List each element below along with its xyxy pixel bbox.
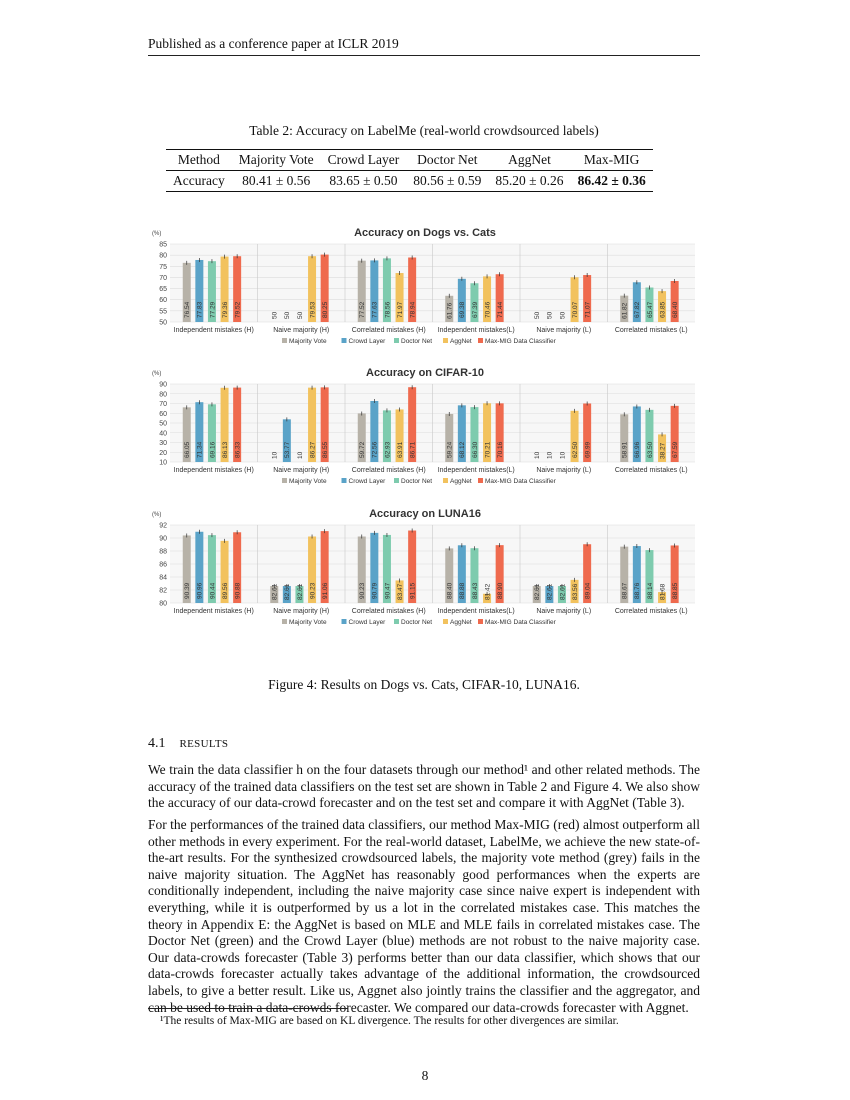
x-tick-label: Correlated mistakes (L): [614, 327, 688, 334]
y-tick-label: 90: [159, 535, 167, 543]
bar-value-label: 70.07: [571, 301, 579, 318]
y-tick-label: 50: [159, 319, 167, 327]
bar-value-label: 69.99: [584, 441, 592, 458]
legend-label: Doctor Net: [401, 478, 433, 485]
bar-value-label: 50: [271, 311, 279, 319]
bar-value-label: 50: [546, 311, 554, 319]
table-header: AggNet: [488, 150, 570, 171]
x-tick-label: Independent mistakes(L): [437, 467, 515, 474]
bar-value-label: 89.04: [584, 582, 592, 599]
bar-value-label: 70.46: [484, 301, 492, 318]
bar-value-label: 50: [284, 311, 292, 319]
legend-swatch: [342, 619, 347, 624]
bar-value-label: 90.23: [359, 582, 367, 599]
legend-label: Max-MIG Data Classifier: [485, 478, 556, 485]
x-tick-label: Independent mistakes(L): [437, 608, 515, 615]
table-header: Majority Vote: [232, 150, 321, 171]
bar-value-label: 82.61: [296, 583, 304, 600]
y-tick-label: 84: [159, 574, 167, 582]
bar-value-label: 69.38: [459, 301, 467, 318]
bar-value-label: 68.12: [459, 441, 467, 458]
x-tick-label: Naive majority (H): [273, 327, 330, 334]
legend-swatch: [394, 478, 399, 483]
x-tick-label: Naive majority (H): [273, 608, 330, 615]
x-tick-label: Independent mistakes (H): [173, 467, 254, 474]
bar-value-label: 88.40: [446, 582, 454, 599]
x-tick-label: Correlated mistakes (H): [351, 327, 426, 334]
bar-value-label: 88.67: [621, 582, 629, 599]
bar-value-label: 67.39: [471, 301, 479, 318]
y-tick-label: 88: [159, 548, 167, 556]
bar-value-label: 80.25: [321, 301, 329, 318]
legend-label: Doctor Net: [401, 619, 433, 626]
bar-value-label: 78.56: [384, 301, 392, 318]
bar-value-label: 71.44: [496, 301, 504, 318]
legend-swatch: [478, 338, 483, 343]
bar-value-label: 10: [534, 451, 542, 459]
y-tick-label: 70: [159, 401, 167, 408]
bar-value-label: 86.27: [309, 441, 317, 458]
bar-value-label: 82.61: [534, 583, 542, 600]
bar-value-label: 90.23: [309, 582, 317, 599]
bar-value-label: 89.56: [221, 582, 229, 599]
bar-value-label: 38.27: [659, 442, 667, 459]
bar-value-label: 71.97: [396, 301, 404, 318]
bar-value-label: 66.30: [471, 441, 479, 458]
bar-value-label: 77.52: [359, 301, 367, 318]
bar-value-label: 67.82: [634, 301, 642, 318]
table-header: Crowd Layer: [321, 150, 407, 171]
chart-title: Accuracy on LUNA16: [369, 508, 481, 520]
section-number: 4.1: [148, 736, 166, 751]
bar-value-label: 50: [296, 311, 304, 319]
legend-swatch: [478, 478, 483, 483]
x-tick-label: Naive majority (L): [536, 608, 592, 615]
legend-label: Crowd Layer: [348, 619, 386, 626]
bar-value-label: 90.39: [184, 582, 192, 599]
figure-caption: Figure 4: Results on Dogs vs. Cats, CIFAR-10, LUNA16.: [268, 677, 580, 692]
x-tick-label: Correlated mistakes (L): [614, 608, 688, 615]
legend-label: Max-MIG Data Classifier: [485, 619, 556, 626]
y-tick-label: 40: [159, 430, 167, 438]
legend-label: AggNet: [450, 478, 472, 485]
bar-value-label: 62.50: [571, 441, 579, 458]
bar-value-label: 66.05: [184, 441, 192, 458]
x-tick-label: Correlated mistakes (L): [614, 467, 688, 474]
bar-value-label: 50: [534, 311, 542, 319]
bar-value-label: 77.83: [196, 301, 204, 318]
table-cell: 80.56 ± 0.59: [413, 173, 482, 188]
bar-value-label: 81.68: [659, 583, 667, 600]
legend-label: AggNet: [450, 338, 472, 345]
bar-value-label: 59.24: [446, 441, 454, 458]
x-tick-label: Naive majority (L): [536, 327, 592, 334]
legend-label: Majority Vote: [289, 478, 327, 485]
x-tick-label: Independent mistakes(L): [437, 327, 515, 334]
bar-value-label: 82.61: [271, 583, 279, 600]
bar-value-label: 90.96: [196, 582, 204, 599]
bar-value-label: 88.14: [646, 582, 654, 599]
y-tick-label: 30: [159, 440, 167, 447]
bar-value-label: 88.76: [634, 582, 642, 599]
bar-value-label: 72.56: [371, 441, 379, 458]
bar-value-label: 77.29: [209, 301, 217, 318]
bar-value-label: 50: [559, 311, 567, 319]
y-tick-label: 92: [159, 522, 167, 530]
bar-value-label: 90.88: [234, 582, 242, 599]
bar-value-label: 90.47: [384, 582, 392, 599]
table-cell: 85.20 ± 0.26: [495, 173, 564, 188]
y-axis-unit: (%): [152, 231, 162, 237]
results-table: [166, 149, 653, 192]
bar-value-label: 88.85: [671, 582, 679, 599]
bar-value-label: 90.44: [209, 582, 217, 599]
x-tick-label: Independent mistakes (H): [173, 327, 254, 334]
bar-value-label: 86.71: [409, 441, 417, 458]
paragraph: For the performances of the trained data classifiers, our method Max-MIG (red) almost outperform all other methods in every experiment. For the real-world dataset, LabelMe, we achieve the new state-of-the-art results. For the synthesized crowdsourced labels, the majority vote method (grey) fails in the naive majority situation. The AggNet has reasonably good performances when the experts are conditionally independent, including the naive majority case since naive expert is independent with everything, while it is outperformed by us a lot in the correlated mistakes case. This matches the theory in Appendix E: the AggNet is based on MLE and MLE fails in correlated mistakes case. The Doctor Net (green) and the Crowd Layer (blue) methods are not robust to the naive majority case. Our data-crowds forecaster (Table 3) performs better than our data classifier, which shows that our data-crowds forecaster actually takes advantage of the additional information, the crowdsourced labels, to give a better result. Like us, Aggnet also jointly trains the classifier and the aggregator, and can be used to train a data-crowds forecaster. We compared our data-crowds forecaster with Aggnet.: [148, 817, 700, 1015]
bar-value-label: 83.56: [571, 583, 579, 600]
table-caption: Table 2: Accuracy on LabelMe (real-world crowdsourced labels): [249, 123, 599, 138]
table-header: Max-MIG: [571, 150, 653, 171]
bar-value-label: 58.91: [621, 441, 629, 458]
bar-value-label: 76.54: [184, 301, 192, 318]
legend-label: Majority Vote: [289, 338, 327, 345]
x-tick-label: Naive majority (L): [536, 467, 592, 474]
bar-value-label: 67.59: [671, 441, 679, 458]
bar-value-label: 68.40: [671, 301, 679, 318]
legend-label: Majority Vote: [289, 619, 327, 626]
legend-swatch: [282, 478, 287, 483]
bar-value-label: 79.52: [234, 301, 242, 318]
bar-value-label: 10: [559, 451, 567, 459]
y-tick-label: 55: [159, 308, 167, 316]
y-tick-label: 82: [159, 587, 167, 595]
legend-swatch: [282, 619, 287, 624]
y-tick-label: 20: [159, 449, 167, 457]
y-tick-label: 60: [159, 410, 167, 418]
y-tick-label: 70: [159, 274, 167, 282]
bar-value-label: 82.61: [546, 583, 554, 600]
bar-value-label: 88.43: [471, 582, 479, 599]
chart-dogs-vs-cats: [150, 224, 700, 356]
y-tick-label: 90: [159, 381, 167, 389]
y-tick-label: 75: [159, 263, 167, 271]
bar-value-label: 65.47: [646, 301, 654, 318]
y-tick-label: 10: [159, 459, 167, 467]
bar-value-label: 86.13: [221, 441, 229, 458]
chart-title: Accuracy on Dogs vs. Cats: [354, 227, 496, 239]
bar-value-label: 86.33: [234, 441, 242, 458]
x-tick-label: Naive majority (H): [273, 467, 330, 474]
table-header: Method: [166, 150, 232, 171]
x-tick-label: Correlated mistakes (H): [351, 467, 426, 474]
legend-swatch: [443, 338, 448, 343]
chart-cifar10: [150, 364, 700, 496]
bar-value-label: 88.88: [459, 582, 467, 599]
bar-value-label: 77.63: [371, 301, 379, 318]
bar-value-label: 10: [296, 451, 304, 459]
bar-value-label: 63.50: [646, 441, 654, 458]
paragraph: We train the data classifier h on the four datasets through our method¹ and other related methods. The accuracy of the trained data classifiers on the test set are shown in Table 2 and Figure 4. We also show the accuracy of our data-crowd forecaster and on the test set and compare it with AggNet (Table 3).: [148, 762, 700, 811]
section-title: RESULTS: [179, 738, 229, 750]
y-tick-label: 60: [159, 297, 167, 305]
y-tick-label: 80: [159, 600, 167, 608]
legend-label: Crowd Layer: [348, 338, 386, 345]
y-axis-unit: (%): [152, 512, 162, 518]
bar-value-label: 70.21: [484, 441, 492, 458]
legend-swatch: [394, 619, 399, 624]
bar-value-label: 63.91: [396, 441, 404, 458]
bar-value-label: 91.06: [321, 582, 329, 599]
bar-value-label: 61.82: [621, 302, 629, 319]
x-tick-label: Independent mistakes (H): [173, 608, 254, 615]
legend-swatch: [443, 478, 448, 483]
footnote: ¹The results of Max-MIG are based on KL divergence. The results for other divergences are similar.: [160, 1015, 619, 1027]
legend-swatch: [282, 338, 287, 343]
bar-value-label: 78.94: [409, 301, 417, 318]
bar-value-label: 59.72: [359, 441, 367, 458]
bar-value-label: 70.16: [496, 441, 504, 458]
y-tick-label: 50: [159, 420, 167, 428]
bar-value-label: 10: [271, 451, 279, 459]
y-tick-label: 85: [159, 241, 167, 249]
legend-swatch: [478, 619, 483, 624]
bar-value-label: 10: [546, 451, 554, 459]
legend-swatch: [394, 338, 399, 343]
table-row: [166, 171, 653, 192]
legend-label: AggNet: [450, 619, 472, 626]
y-tick-label: 80: [159, 391, 167, 399]
bar-value-label: 82.61: [559, 583, 567, 600]
footnote-rule: [148, 1008, 348, 1009]
running-header: Published as a conference paper at ICLR 2019: [148, 36, 399, 51]
bar-value-label: 79.53: [309, 301, 317, 318]
bar-value-label: 53.77: [284, 441, 292, 458]
bar-value-label: 71.07: [584, 301, 592, 318]
bar-value-label: 91.15: [409, 582, 417, 599]
y-tick-label: 65: [159, 286, 167, 294]
bar-value-label: 83.47: [396, 583, 404, 600]
bar-value-label: 79.36: [221, 301, 229, 318]
bar-value-label: 63.85: [659, 301, 667, 318]
bar-value-label: 66.96: [634, 441, 642, 458]
page-number: 8: [421, 1068, 429, 1083]
bar-value-label: 71.34: [196, 441, 204, 458]
table-cell: Accuracy: [173, 173, 225, 188]
y-axis-unit: (%): [152, 371, 162, 377]
table-cell-best: 86.42 ± 0.36: [577, 173, 646, 188]
table-header-row: [166, 150, 653, 171]
x-tick-label: Correlated mistakes (H): [351, 608, 426, 615]
section-heading: [148, 736, 228, 752]
bar-value-label: 61.76: [446, 302, 454, 319]
legend-swatch: [342, 338, 347, 343]
legend-label: Max-MIG Data Classifier: [485, 338, 556, 345]
y-tick-label: 86: [159, 561, 167, 569]
chart-luna16: [150, 505, 700, 640]
table-header: Doctor Net: [406, 150, 488, 171]
header-rule: [148, 55, 700, 56]
legend-label: Doctor Net: [401, 338, 433, 345]
bar-value-label: 82.61: [284, 583, 292, 600]
chart-title: Accuracy on CIFAR-10: [366, 367, 484, 379]
y-tick-label: 80: [159, 252, 167, 260]
table-cell: 80.41 ± 0.56: [242, 173, 311, 188]
bar-value-label: 62.93: [384, 441, 392, 458]
bar-value-label: 81.42: [484, 583, 492, 600]
bar-value-label: 88.90: [496, 582, 504, 599]
legend-label: Crowd Layer: [348, 478, 386, 485]
bar-value-label: 69.16: [209, 441, 217, 458]
bar-value-label: 90.79: [371, 582, 379, 599]
legend-swatch: [443, 619, 448, 624]
legend-swatch: [342, 478, 347, 483]
table-cell: 83.65 ± 0.50: [329, 173, 398, 188]
bar-value-label: 86.55: [321, 441, 329, 458]
